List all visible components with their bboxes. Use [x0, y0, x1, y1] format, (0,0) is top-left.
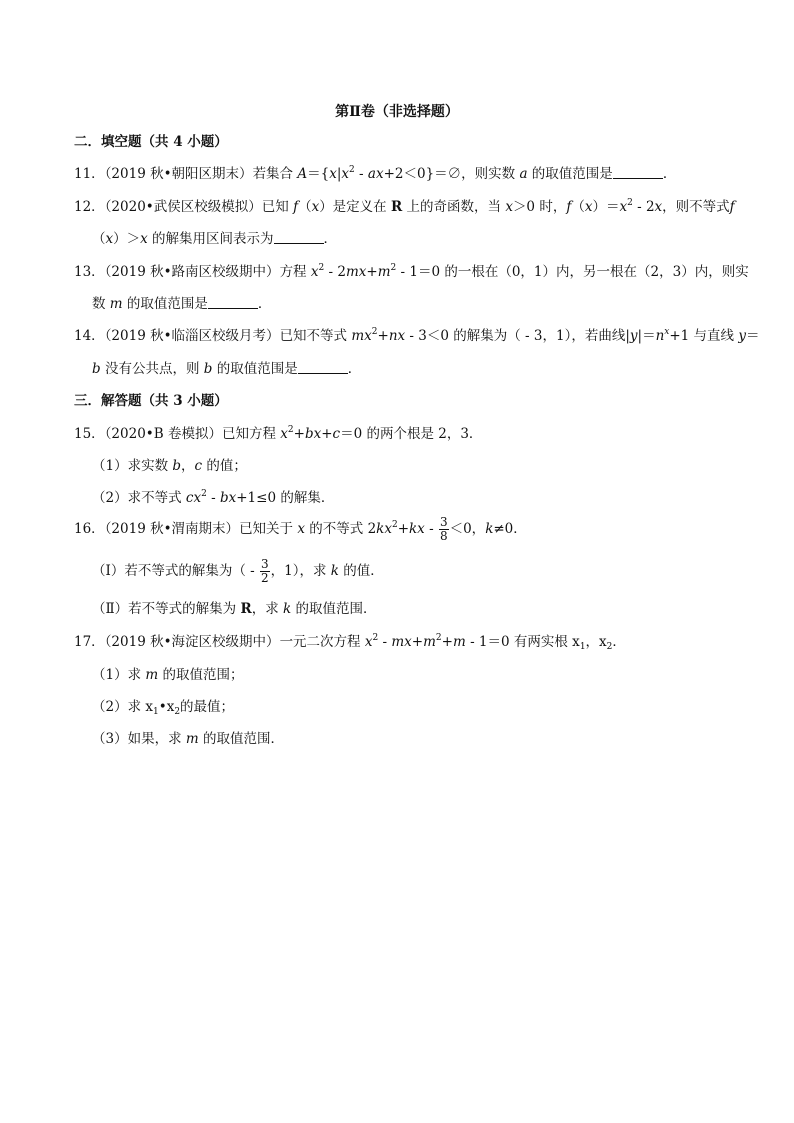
fraction-3-8: $\frac{3}{8}$ [439, 515, 448, 543]
section-heading-solve: 三．解答题（共 3 小题） [74, 393, 228, 409]
question-12: 12．（2020•武侯区校级模拟）已知 f（x）是定义在 R 上的奇函数，当 x＞0 时，$f(x)=x^2 - 2x$，则不等式f [74, 198, 735, 215]
question-17-part-1: （1）求 m 的取值范围； [92, 667, 244, 683]
question-16-part-1: （Ⅰ）若不等式的解集为（ - $\frac{3}{2}$ ，1），求 k 的值． [92, 557, 384, 585]
answer-blank [274, 231, 324, 244]
question-15-part-1: （1）求实数 b，c 的值； [92, 458, 247, 474]
question-17-part-3: （3）如果，求 m 的取值范围． [92, 731, 284, 747]
question-12-cont: （x）＞x 的解集用区间表示为 ． [92, 231, 338, 247]
section-heading-fill-blank: 二．填空题（共 4 小题） [74, 134, 228, 150]
question-13: 13．（2019 秋•路南区校级期中）方程 $x^2 - 2mx+m^2 - 1=0$ 的一根在（0，1）内，另一根在（2，3）内，则实 [74, 263, 749, 280]
question-14-cont: b 没有公共点，则 b 的取值范围是 ． [92, 361, 362, 377]
page-title: 第Ⅱ卷（非选择题） [335, 104, 459, 120]
answer-blank [208, 296, 258, 309]
question-17-part-2: （2）求 $x_1•x_2$的最值； [92, 699, 235, 717]
fraction-3-2: $\frac{3}{2}$ [260, 557, 269, 585]
answer-blank [613, 166, 663, 179]
answer-blank [298, 361, 348, 374]
question-13-cont: 数 m 的取值范围是 ． [92, 296, 272, 312]
question-11: 11．（2019 秋•朝阳区期末）若集合 $A=\{x|x^2$ - ax+2＜0}＝∅，则实数 a 的取值范围是 ． [74, 165, 677, 182]
question-15: 15．（2020•B 卷模拟）已知方程 $x^2+bx+c=0$ 的两个根是 2，3． [74, 425, 483, 442]
question-16-part-2: （Ⅱ）若不等式的解集为 R，求 k 的取值范围． [92, 601, 377, 617]
question-15-part-2: （2）求不等式 $cx^2 - bx+1\le 0$ 的解集． [92, 489, 335, 506]
question-16: 16．（2019 秋•渭南期末）已知关于 x 的不等式 $2kx^2+kx$ - $\frac{3}{8}$ ＜0，k≠0． [74, 515, 527, 543]
question-17: 17．（2019 秋•海淀区校级期中）一元二次方程 $x^2 - mx+m^2+m - 1=0$ 有两实根 $x_1$，$x_2$． [74, 633, 626, 652]
question-14: 14．（2019 秋•临淄区校级月考）已知不等式 $mx^2+nx - 3<0$ 的解集为（ - 3，1），若曲线$|y|=n^x+1$ 与直线 y＝ [74, 327, 760, 344]
